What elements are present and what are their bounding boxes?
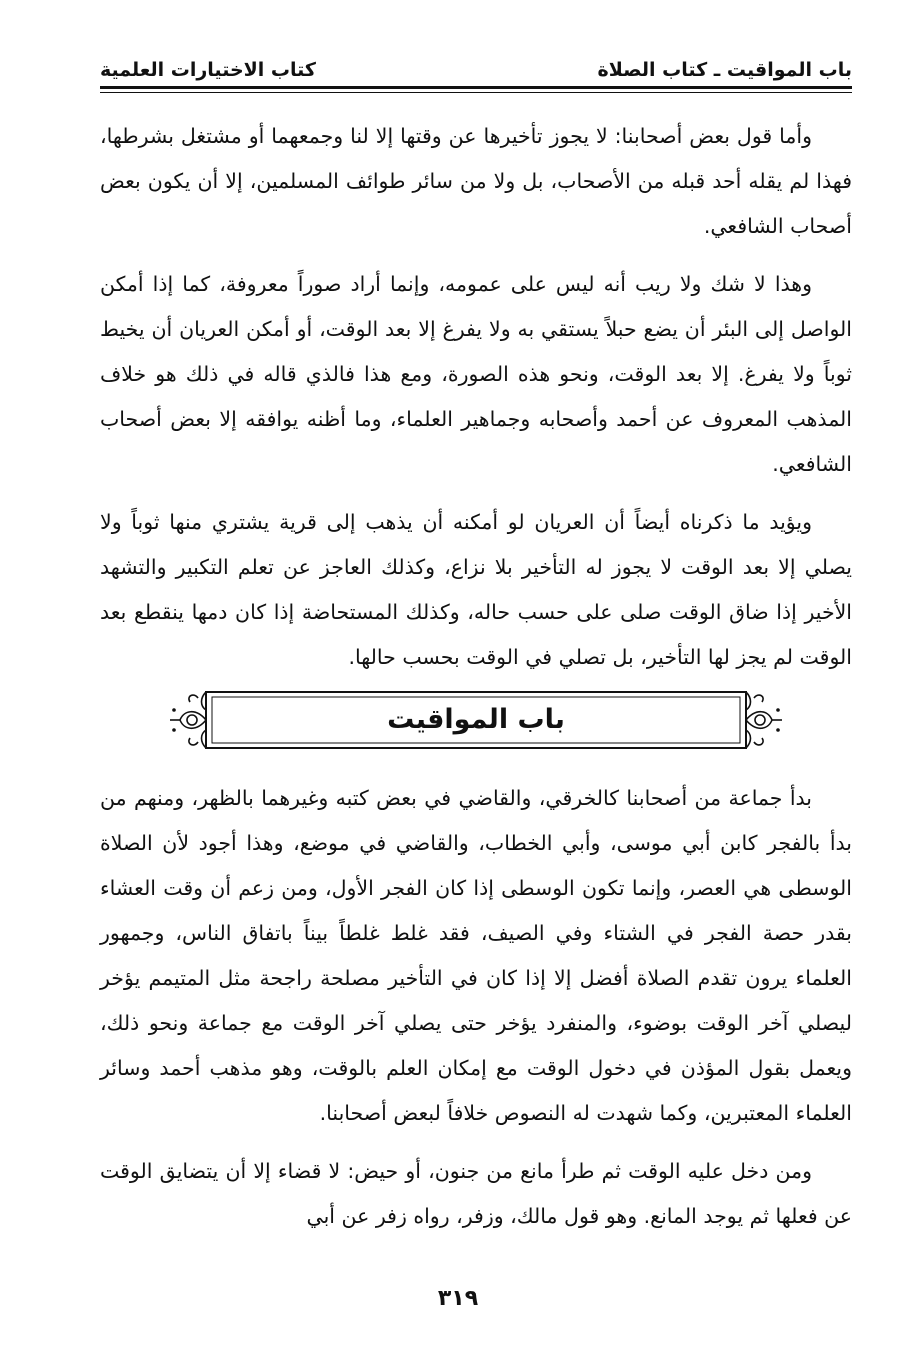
page-number: ٣١٩ — [437, 1286, 479, 1311]
header-rule-thick — [100, 86, 852, 89]
text-block-before-chapter — [100, 114, 852, 693]
text-block-after-chapter — [100, 776, 852, 1252]
paragraph: ويؤيد ما ذكرناه أيضاً أن العريان لو أمكنه أن يذهب إلى قرية يشتري منها ثوباً ولا يصلي إلا بعد الوقت لا يجوز له التأخير بلا نزاع، وكذلك العاجز عن تعلم التكبير والتشهد الأخير إذا ضاق الوقت صلى على حسب حاله، وكذلك المستحاضة إذا كان دمها ينقطع بعد الوقت لم يجز لها التأخير، بل تصلي في الوقت بحسب حالها. — [100, 510, 852, 669]
running-header — [100, 42, 852, 82]
chapter-title: باب المواقيت — [387, 704, 565, 735]
paragraph: وأما قول بعض أصحابنا: لا يجوز تأخيرها عن وقتها إلا لنا وجمعهما أو مشتغل بشرطها، فهذا لم يقله أحد قبله من الأصحاب، بل ولا من سائر طوائف المسلمين، إلا أن يكون بعض أصحاب الشافعي. — [100, 124, 852, 238]
paragraph: ومن دخل عليه الوقت ثم طرأ مانع من جنون، أو حيض: لا قضاء إلا أن يتضايق الوقت عن فعلها ثم يوجد المانع. وهو قول مالك، وزفر، رواه زفر عن أبي — [100, 1159, 852, 1228]
header-chapter-title: باب المواقيت ـ كتاب الصلاة — [597, 59, 852, 81]
paragraph: وهذا لا شك ولا ريب أنه ليس على عمومه، وإنما أراد صوراً معروفة، كما إذا أمكن الواصل إلى البئر أن يضع حبلاً يستقي به ولا يفرغ إلا بعد الوقت، أو أمكن العريان أن يخيط ثوباً ولا يفرغ. إلا بعد الوقت، ونحو هذه الصورة، ومع هذا فالذي قاله في ذلك هو خلاف المذهب المعروف عن أحمد وأصحابه وجماهير العلماء، وما أظنه يوافقه إلا بعض أصحاب الشافعي. — [100, 272, 852, 476]
paragraph: بدأ جماعة من أصحابنا كالخرقي، والقاضي في بعض كتبه وغيرهما بالظهر، ومنهم من بدأ بالفجر كابن أبي موسى، وأبي الخطاب، والقاضي في موضع، وهذا أجود لأن الصلاة الوسطى هي العصر، وإنما تكون الوسطى إذا كان الفجر الأول، ومن زعم أن وقت العشاء بقدر حصة الفجر في الشتاء وفي الصيف، فقد غلط غلطاً بيناً باتفاق الناس، وجمهور العلماء يرون تقدم الصلاة أفضل إلا إذا كان في التأخير مصلحة راجحة مثل المتيمم يؤخر ليصلي آخر الوقت بوضوء، والمنفرد يؤخر حتى يصلي آخر الوقت مع جماعة ونحو ذلك، ويعمل بقول المؤذن في دخول الوقت مع إمكان العلم بالوقت، وهو مذهب أحمد وسائر العلماء المعتبرين، وكما شهدت له النصوص خلافاً لبعض أصحابنا. — [100, 786, 852, 1125]
header-book-title: كتاب الاختيارات العلمية — [100, 59, 316, 81]
header-rule-thin — [100, 92, 852, 93]
chapter-heading-frame — [166, 688, 786, 752]
